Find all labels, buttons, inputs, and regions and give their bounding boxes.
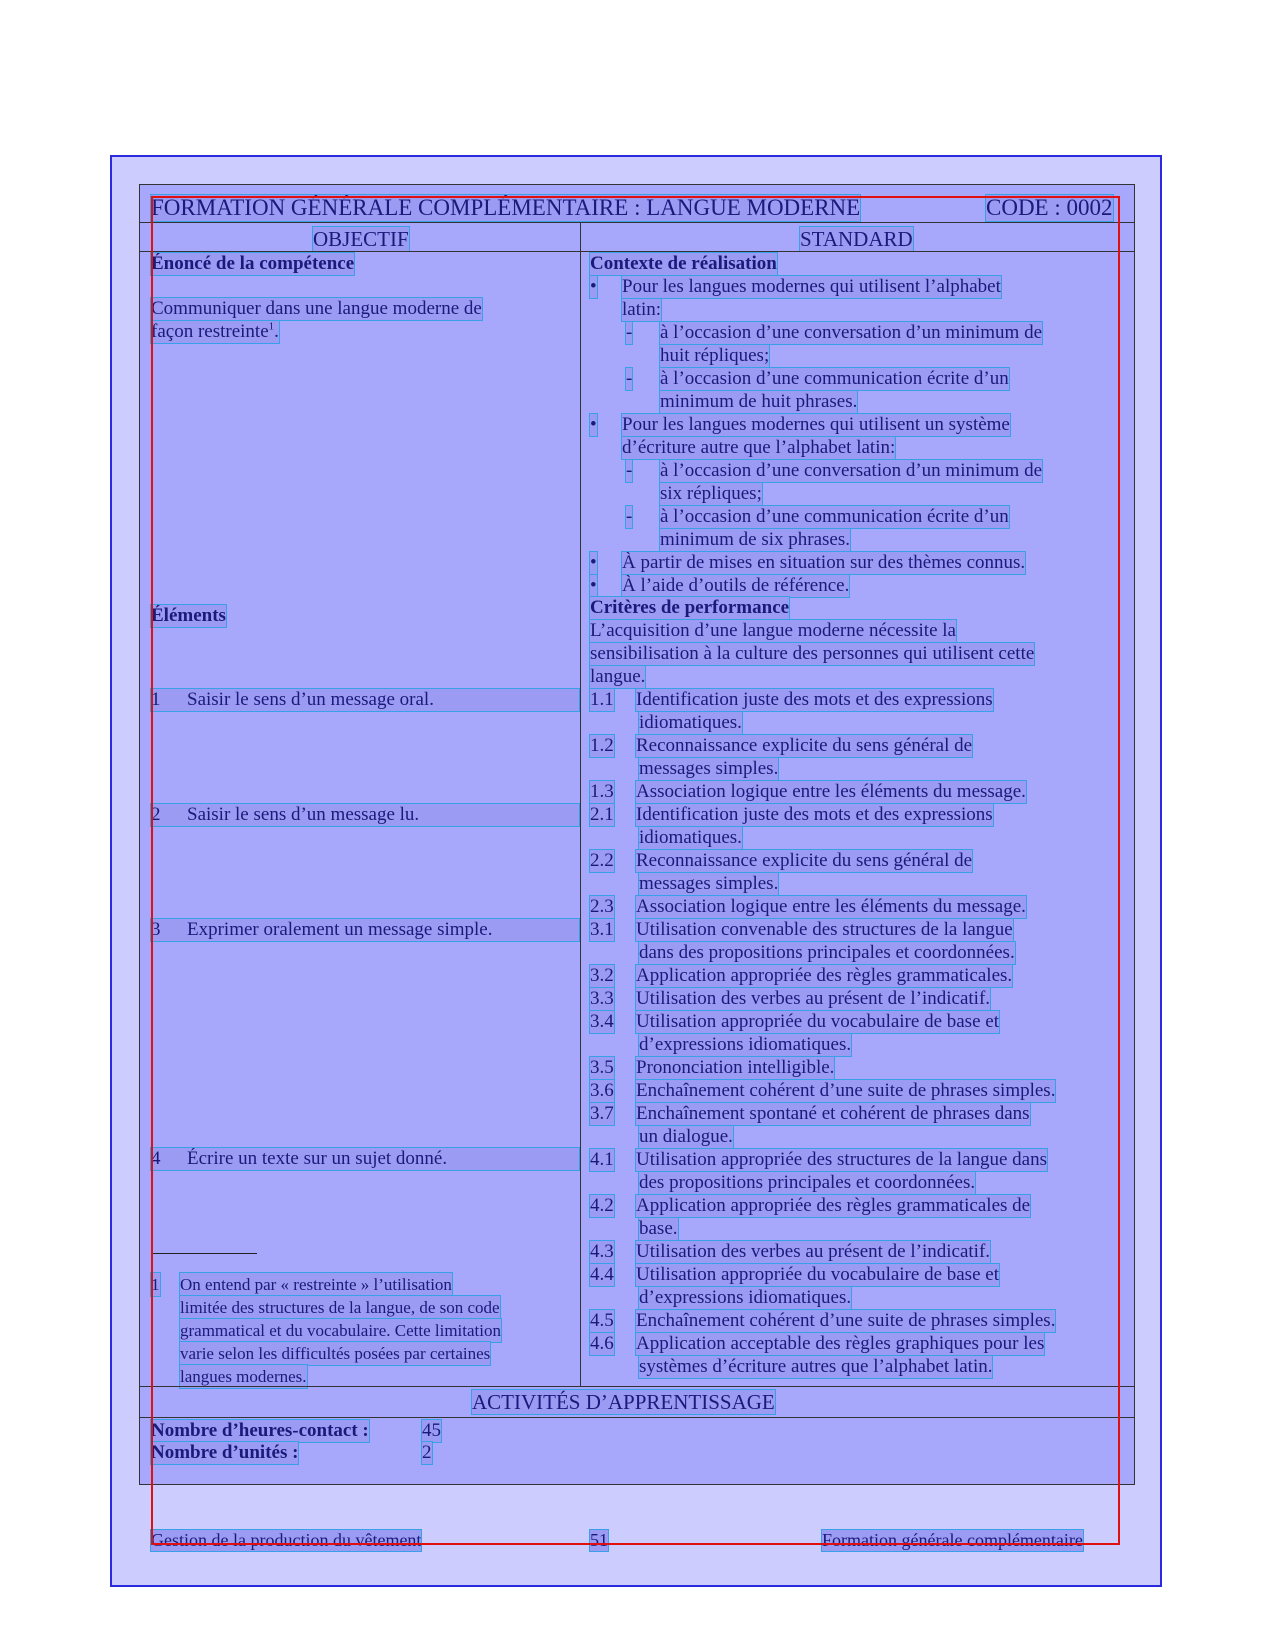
unites-label: Nombre d’unités : [151, 1442, 299, 1463]
contexte-item-text: minimum de huit phrases. [660, 391, 858, 412]
critere-number: 2.1 [590, 804, 614, 825]
contexte-item-text: d’écriture autre que l’alphabet latin: [622, 437, 896, 458]
critere-text: Utilisation appropriée du vocabulaire de base et [636, 1011, 999, 1032]
element-item: 2 Saisir le sens d’un message lu. [151, 804, 579, 826]
column-divider [580, 222, 581, 1386]
critere-text: systèmes d’écriture autres que l’alphabet latin. [639, 1356, 993, 1377]
critere-text: Utilisation des verbes au présent de l’indicatif. [636, 988, 991, 1009]
criteres-intro: sensibilisation à la culture des personnes qui utilisent cette [590, 643, 1035, 664]
critere-number: 2.3 [590, 896, 614, 917]
critere-text: Association logique entre les éléments du message. [636, 781, 1026, 802]
divider [139, 1386, 1135, 1387]
footnote-text: langues modernes. [180, 1367, 307, 1386]
footnote-separator [151, 1253, 257, 1254]
critere-number: 3.4 [590, 1011, 614, 1032]
dash-marker: - [626, 322, 633, 343]
heures-label: Nombre d’heures-contact : [151, 1420, 369, 1441]
critere-text: Prononciation intelligible. [636, 1057, 835, 1078]
contexte-item-text: à l’occasion d’une communication écrite d’un [660, 506, 1009, 527]
bullet-marker: • [590, 276, 597, 297]
bullet-marker: • [590, 552, 597, 573]
contexte-item-text: Pour les langues modernes qui utilisent l’alphabet [622, 276, 1001, 297]
critere-number: 4.4 [590, 1264, 614, 1285]
critere-number: 1.1 [590, 689, 614, 710]
element-item: 3 Exprimer oralement un message simple. [151, 919, 579, 941]
footnote-text: limitée des structures de la langue, de son code [180, 1298, 500, 1317]
critere-text: Application acceptable des règles graphiques pour les [636, 1333, 1045, 1354]
critere-text: d’expressions idiomatiques. [639, 1287, 852, 1308]
critere-text: d’expressions idiomatiques. [639, 1034, 852, 1055]
enonce-text: Communiquer dans une langue moderne de [151, 298, 482, 319]
contexte-item-text: six répliques; [660, 483, 762, 504]
column-header-standard: STANDARD [800, 227, 913, 251]
critere-number: 3.2 [590, 965, 614, 986]
critere-number: 4.3 [590, 1241, 614, 1262]
contexte-item-text: huit répliques; [660, 345, 770, 366]
footnote-ref: 1 [268, 320, 275, 333]
criteres-intro: L’acquisition d’une langue moderne nécessite la [590, 620, 956, 641]
footnote-text: varie selon les difficultés posées par certaines [180, 1344, 491, 1363]
footer-right: Formation générale complémentaire [822, 1530, 1083, 1550]
footnote-text: grammatical et du vocabulaire. Cette limitation [180, 1321, 501, 1340]
form-code: CODE : 0002 [986, 195, 1113, 220]
critere-number: 1.2 [590, 735, 614, 756]
critere-text: messages simples. [639, 873, 779, 894]
footnote-text: On entend par « restreinte » l’utilisation [180, 1275, 452, 1294]
enonce-text: façon restreinte$^1$. [151, 320, 279, 342]
element-item: 1 Saisir le sens d’un message oral. [151, 689, 579, 711]
critere-number: 4.1 [590, 1149, 614, 1170]
contexte-item-text: Pour les langues modernes qui utilisent un système [622, 414, 1010, 435]
contexte-item-text: minimum de six phrases. [660, 529, 850, 550]
contexte-item-text: À l’aide d’outils de référence. [622, 575, 850, 596]
critere-text: Utilisation appropriée des structures de la langue dans [636, 1149, 1048, 1170]
critere-number: 4.6 [590, 1333, 614, 1354]
bullet-marker: • [590, 414, 597, 435]
heures-value: 45 [422, 1420, 441, 1441]
critere-text: base. [639, 1218, 678, 1239]
contexte-item-text: À partir de mises en situation sur des thèmes connus. [622, 552, 1026, 573]
critere-number: 3.7 [590, 1103, 614, 1124]
footnote-number: 1 [151, 1275, 160, 1294]
criteres-intro: langue. [590, 666, 646, 687]
critere-text: un dialogue. [639, 1126, 733, 1147]
critere-text: Utilisation appropriée du vocabulaire de base et [636, 1264, 999, 1285]
contexte-item-text: à l’occasion d’une conversation d’un minimum de [660, 460, 1043, 481]
activites-heading: ACTIVITÉS D’APPRENTISSAGE [472, 1390, 775, 1414]
footer-left: Gestion de la production du vêtement [151, 1530, 422, 1550]
unites-value: 2 [422, 1442, 432, 1463]
critere-text: Application appropriée des règles grammaticales de [636, 1195, 1031, 1216]
column-header-objectif: OBJECTIF [313, 227, 409, 251]
contexte-heading: Contexte de réalisation [590, 253, 777, 274]
critere-text: Identification juste des mots et des expressions [636, 689, 993, 710]
critere-text: Reconnaissance explicite du sens général de [636, 735, 973, 756]
critere-number: 3.1 [590, 919, 614, 940]
page-number: 51 [590, 1530, 608, 1550]
critere-number: 2.2 [590, 850, 614, 871]
divider [139, 251, 1135, 252]
contexte-item-text: à l’occasion d’une conversation d’un minimum de [660, 322, 1043, 343]
critere-number: 4.5 [590, 1310, 614, 1331]
critere-text: Application appropriée des règles grammaticales. [636, 965, 1013, 986]
critere-text: des propositions principales et coordonnées. [639, 1172, 976, 1193]
critere-text: dans des propositions principales et coordonnées. [639, 942, 1015, 963]
enonce-heading: Énoncé de la compétence [151, 253, 355, 274]
contexte-item-text: à l’occasion d’une communication écrite d’un [660, 368, 1009, 389]
critere-text: Enchaînement spontané et cohérent de phrases dans [636, 1103, 1030, 1124]
critere-number: 3.5 [590, 1057, 614, 1078]
critere-number: 1.3 [590, 781, 614, 802]
critere-text: Reconnaissance explicite du sens général de [636, 850, 973, 871]
critere-text: Identification juste des mots et des expressions [636, 804, 993, 825]
dash-marker: - [626, 460, 633, 481]
critere-text: Enchaînement cohérent d’une suite de phrases simples. [636, 1310, 1056, 1331]
criteres-heading: Critères de performance [590, 597, 790, 618]
critere-text: idiomatiques. [639, 712, 742, 733]
critere-number: 4.2 [590, 1195, 614, 1216]
dash-marker: - [626, 368, 633, 389]
critere-text: messages simples. [639, 758, 779, 779]
divider [139, 222, 1135, 223]
critere-text: Utilisation des verbes au présent de l’indicatif. [636, 1241, 991, 1262]
divider [139, 1417, 1135, 1418]
element-item: 4 Écrire un texte sur un sujet donné. [151, 1148, 579, 1170]
contexte-item-text: latin: [622, 299, 662, 320]
critere-number: 3.3 [590, 988, 614, 1009]
critere-text: Enchaînement cohérent d’une suite de phrases simples. [636, 1080, 1056, 1101]
dash-marker: - [626, 506, 633, 527]
critere-text: Utilisation convenable des structures de la langue [636, 919, 1013, 940]
critere-number: 3.6 [590, 1080, 614, 1101]
bullet-marker: • [590, 575, 597, 596]
form-title: FORMATION GÉNÉRALE COMPLÉMENTAIRE : LANGUE MODERNE [151, 195, 861, 220]
elements-heading: Éléments [151, 605, 226, 626]
critere-text: idiomatiques. [639, 827, 742, 848]
critere-text: Association logique entre les éléments du message. [636, 896, 1026, 917]
